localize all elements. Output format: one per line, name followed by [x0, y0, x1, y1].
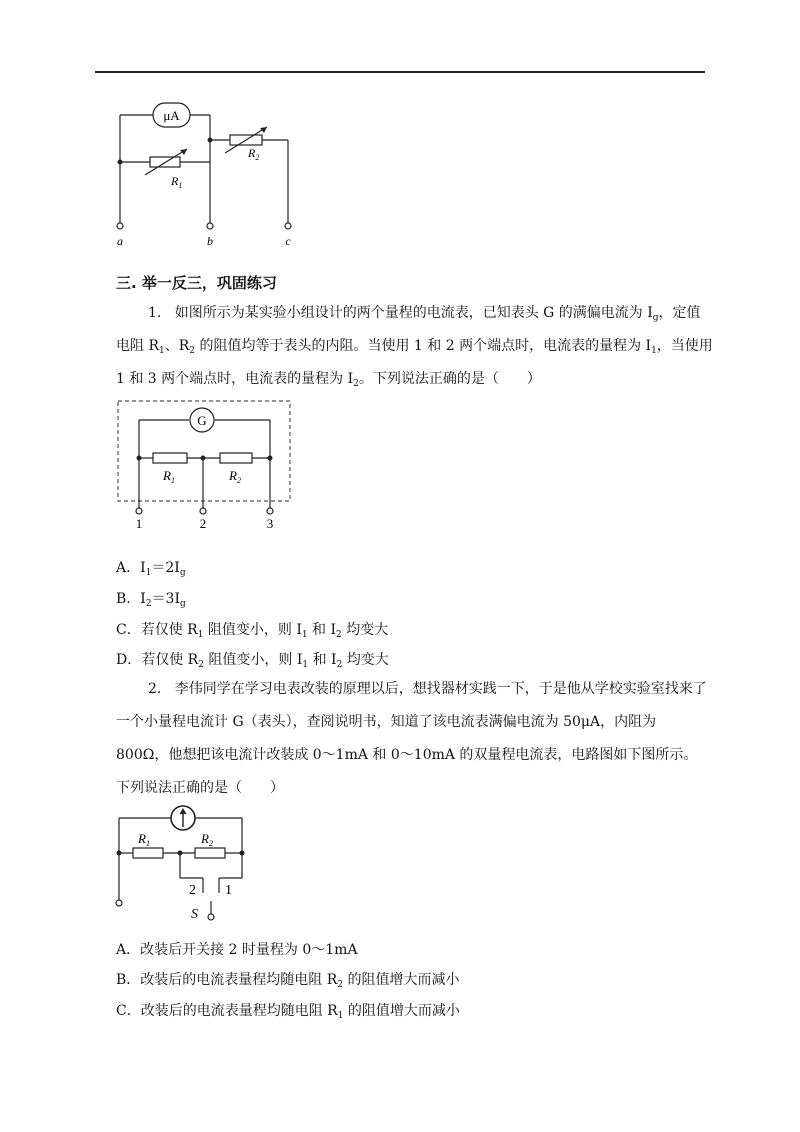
terminal-b: b [207, 234, 213, 248]
svg-text:R1 [162, 468, 175, 485]
section-heading: 三. 举一反三，巩固练习 [116, 274, 277, 292]
contact-1: 1 [225, 883, 232, 898]
q1-option-b: B．$I_2=3I_g$ [116, 591, 186, 609]
terminal-2: 2 [199, 516, 207, 531]
terminal-3: 3 [266, 516, 274, 531]
r2-sub: 2 [255, 153, 260, 162]
r2-sub: 2 [208, 839, 213, 848]
r2-label: R [201, 831, 209, 846]
svg-text:R2 [200, 831, 213, 848]
circuit-figure-3 [105, 798, 265, 928]
r1-label: R [163, 468, 171, 483]
resistor-r1 [133, 848, 163, 858]
switch-s: S [191, 907, 198, 922]
q1-line-1: 1. 如图所示为某实验小组设计的两个量程的电流表，已知表头 G 的满偏电流为 $I_g$，定值 [148, 305, 701, 323]
terminal-1: 1 [135, 516, 143, 531]
r1-sub: 1 [170, 476, 175, 485]
q1-number: 1. [148, 305, 162, 321]
circuit-figure-1 [105, 95, 305, 255]
header-rule [95, 71, 705, 73]
contact-2: 2 [189, 883, 196, 898]
resistor-r2 [195, 848, 225, 858]
terminal-c: c [285, 234, 291, 248]
q1-line-3: 1 和 3 两个端点时，电流表的量程为 $I_2$。下列说法正确的是（ ） [116, 371, 541, 389]
galvanometer-label: G [197, 413, 207, 428]
meter-label: μA [163, 108, 180, 123]
q2-option-a: A．改装后开关接 2 时量程为 0～1mA [116, 942, 358, 958]
svg-text:R1 [137, 831, 150, 848]
r2-label: R [229, 468, 237, 483]
r1-sub: 1 [145, 839, 150, 848]
resistor-r2 [220, 453, 252, 463]
terminal-a: a [117, 234, 123, 248]
r1-label: R [171, 174, 179, 188]
svg-text:R2 [228, 468, 241, 485]
q1-option-d: D．若仅使 $R_2$ 阻值变小，则 $I_1$ 和 $I_2$ 均变大 [116, 652, 389, 670]
q2-option-c: C．改装后的电流表量程均随电阻 $R_1$ 的阻值增大而减小 [116, 1003, 460, 1021]
r2-sub: 2 [236, 476, 241, 485]
q2-option-b: B．改装后的电流表量程均随电阻 $R_2$ 的阻值增大而减小 [116, 972, 460, 990]
q2-number: 2. [148, 681, 162, 697]
circuit-figure-2 [115, 398, 295, 533]
r2-label: R [248, 146, 256, 160]
q1-line-2: 电阻 $R_1$、$R_2$ 的阻值均等于表头的内阻。当使用 1 和 2 两个端点时，电流表的量程为 $I_1$，当使用 [116, 338, 713, 356]
r1-sub: 1 [178, 181, 183, 190]
svg-text:R2 [247, 146, 259, 162]
r1-label: R [138, 831, 146, 846]
resistor-r1 [153, 453, 187, 463]
q1-option-c: C．若仅使 $R_1$ 阻值变小，则 $I_1$ 和 $I_2$ 均变大 [116, 622, 389, 640]
q1-option-a: A．$I_1=2I_g$ [116, 560, 186, 578]
q2-text: 2. 李伟同学在学习电表改装的原理以后，想找器材实践一下，于是他从学校实验室找来了一个小量程电流计 G（表头），查阅说明书，知道了该电流表满偏电流为 50μA，内阻为 800Ω，他想把该电流计改装成 0～1mA 和 0～10mA 的双量程电流表，电路图如下图所示。下列说法正确的是（ ） [116, 681, 707, 796]
svg-text:R1 [170, 174, 182, 190]
